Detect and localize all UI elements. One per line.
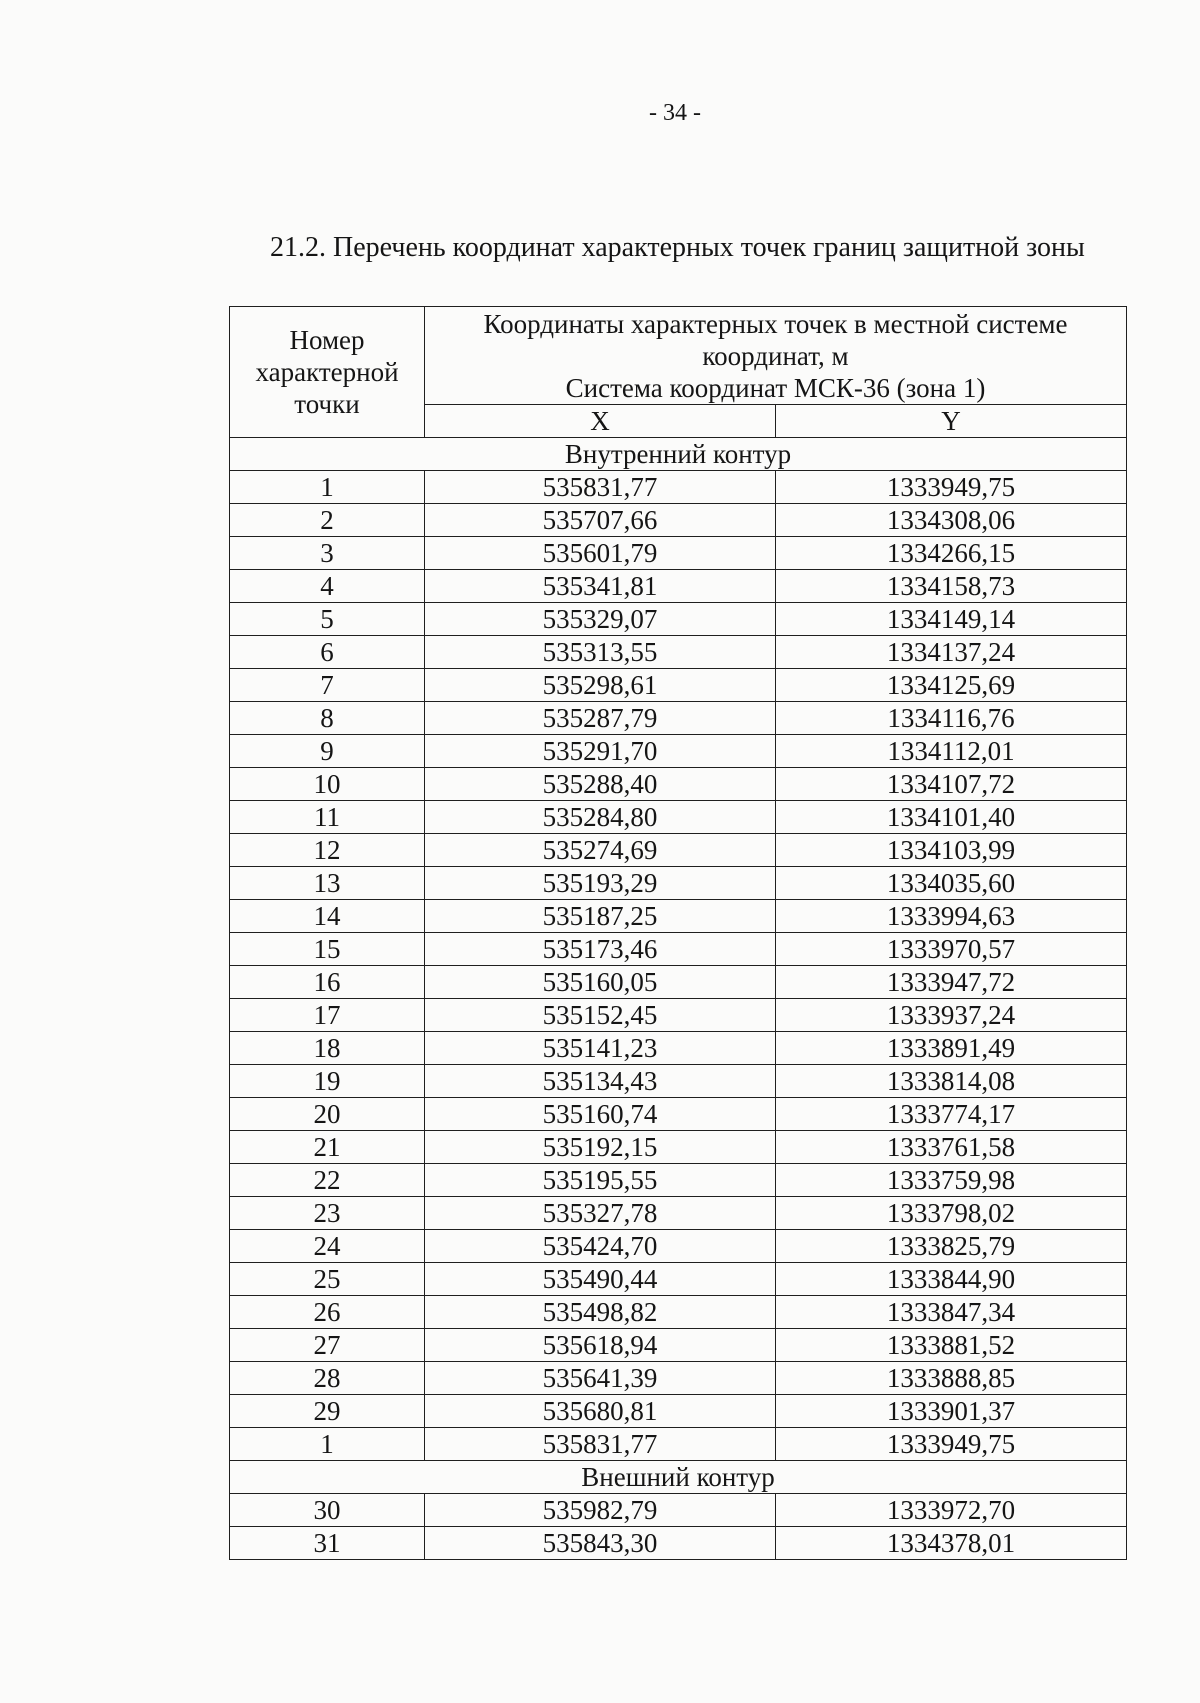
x-coordinate-cell: 535298,61 <box>425 669 776 702</box>
coordinates-table <box>229 306 1127 1560</box>
x-coordinate-cell: 535193,29 <box>425 867 776 900</box>
x-coordinate-cell: 535490,44 <box>425 1263 776 1296</box>
header-point-number <box>230 307 425 438</box>
x-coordinate-cell: 535831,77 <box>425 1428 776 1461</box>
x-coordinate-cell: 535680,81 <box>425 1395 776 1428</box>
point-number-cell: 10 <box>230 768 425 801</box>
point-number-cell: 23 <box>230 1197 425 1230</box>
header-point-line: Номер <box>289 325 365 355</box>
y-coordinate-cell: 1334266,15 <box>776 537 1127 570</box>
x-coordinate-cell: 535313,55 <box>425 636 776 669</box>
table-row <box>230 636 1127 669</box>
table-row <box>230 1329 1127 1362</box>
point-number-cell: 27 <box>230 1329 425 1362</box>
y-coordinate-cell: 1333949,75 <box>776 471 1127 504</box>
table-row <box>230 1131 1127 1164</box>
table-row <box>230 1263 1127 1296</box>
x-coordinate-cell: 535274,69 <box>425 834 776 867</box>
x-coordinate-cell: 535341,81 <box>425 570 776 603</box>
y-coordinate-cell: 1333798,02 <box>776 1197 1127 1230</box>
x-coordinate-cell: 535707,66 <box>425 504 776 537</box>
table-row <box>230 1395 1127 1428</box>
table-row <box>230 1428 1127 1461</box>
header-point-line: характерной <box>255 357 399 387</box>
y-coordinate-cell: 1333844,90 <box>776 1263 1127 1296</box>
table-row <box>230 1494 1127 1527</box>
y-coordinate-cell: 1334103,99 <box>776 834 1127 867</box>
point-number-cell: 12 <box>230 834 425 867</box>
y-coordinate-cell: 1333994,63 <box>776 900 1127 933</box>
y-coordinate-cell: 1333891,49 <box>776 1032 1127 1065</box>
table-row <box>230 735 1127 768</box>
x-coordinate-cell: 535424,70 <box>425 1230 776 1263</box>
x-coordinate-cell: 535982,79 <box>425 1494 776 1527</box>
y-coordinate-cell: 1333972,70 <box>776 1494 1127 1527</box>
x-coordinate-cell: 535618,94 <box>425 1329 776 1362</box>
table-row <box>230 669 1127 702</box>
y-coordinate-cell: 1333901,37 <box>776 1395 1127 1428</box>
x-coordinate-cell: 535141,23 <box>425 1032 776 1065</box>
table-row <box>230 966 1127 999</box>
y-coordinate-cell: 1333814,08 <box>776 1065 1127 1098</box>
point-number-cell: 18 <box>230 1032 425 1065</box>
point-number-cell: 14 <box>230 900 425 933</box>
header-y: Y <box>776 405 1127 438</box>
x-coordinate-cell: 535152,45 <box>425 999 776 1032</box>
header-coordinates <box>425 307 1127 405</box>
section-label-outer: Внешний контур <box>230 1461 1127 1494</box>
x-coordinate-cell: 535843,30 <box>425 1527 776 1560</box>
x-coordinate-cell: 535641,39 <box>425 1362 776 1395</box>
table-row <box>230 570 1127 603</box>
section-row-outer <box>230 1461 1127 1494</box>
y-coordinate-cell: 1334112,01 <box>776 735 1127 768</box>
point-number-cell: 22 <box>230 1164 425 1197</box>
table-row <box>230 603 1127 636</box>
table-heading: 21.2. Перечень координат характерных точек границ защитной зоны <box>270 232 1085 263</box>
y-coordinate-cell: 1334101,40 <box>776 801 1127 834</box>
x-coordinate-cell: 535134,43 <box>425 1065 776 1098</box>
table-row <box>230 1065 1127 1098</box>
x-coordinate-cell: 535831,77 <box>425 471 776 504</box>
x-coordinate-cell: 535327,78 <box>425 1197 776 1230</box>
point-number-cell: 17 <box>230 999 425 1032</box>
header-coords-line: Координаты характерных точек в местной системе <box>483 308 1068 339</box>
table-row <box>230 768 1127 801</box>
point-number-cell: 26 <box>230 1296 425 1329</box>
table-row <box>230 1098 1127 1131</box>
y-coordinate-cell: 1334149,14 <box>776 603 1127 636</box>
point-number-cell: 31 <box>230 1527 425 1560</box>
x-coordinate-cell: 535291,70 <box>425 735 776 768</box>
table-row <box>230 1362 1127 1395</box>
table-row <box>230 1527 1127 1560</box>
y-coordinate-cell: 1334107,72 <box>776 768 1127 801</box>
section-row-inner <box>230 438 1127 471</box>
header-x: X <box>425 405 776 438</box>
x-coordinate-cell: 535288,40 <box>425 768 776 801</box>
y-coordinate-cell: 1334158,73 <box>776 570 1127 603</box>
table-row <box>230 999 1127 1032</box>
x-coordinate-cell: 535187,25 <box>425 900 776 933</box>
table-row <box>230 1197 1127 1230</box>
table-row <box>230 867 1127 900</box>
table-row <box>230 702 1127 735</box>
table-row <box>230 471 1127 504</box>
table-row <box>230 900 1127 933</box>
y-coordinate-cell: 1333888,85 <box>776 1362 1127 1395</box>
table-row <box>230 1230 1127 1263</box>
point-number-cell: 11 <box>230 801 425 834</box>
point-number-cell: 24 <box>230 1230 425 1263</box>
table-row <box>230 1296 1127 1329</box>
y-coordinate-cell: 1334308,06 <box>776 504 1127 537</box>
table-row <box>230 933 1127 966</box>
y-coordinate-cell: 1333937,24 <box>776 999 1127 1032</box>
point-number-cell: 9 <box>230 735 425 768</box>
x-coordinate-cell: 535195,55 <box>425 1164 776 1197</box>
point-number-cell: 21 <box>230 1131 425 1164</box>
y-coordinate-cell: 1333761,58 <box>776 1131 1127 1164</box>
header-point-line: точки <box>294 389 360 419</box>
table-row <box>230 1164 1127 1197</box>
x-coordinate-cell: 535287,79 <box>425 702 776 735</box>
y-coordinate-cell: 1334116,76 <box>776 702 1127 735</box>
point-number-cell: 1 <box>230 471 425 504</box>
section-label-inner: Внутренний контур <box>230 438 1127 471</box>
header-coords-line: координат, м <box>702 340 849 371</box>
point-number-cell: 4 <box>230 570 425 603</box>
y-coordinate-cell: 1333970,57 <box>776 933 1127 966</box>
y-coordinate-cell: 1334125,69 <box>776 669 1127 702</box>
table-row <box>230 1032 1127 1065</box>
table-row <box>230 834 1127 867</box>
header-row <box>230 307 1127 405</box>
y-coordinate-cell: 1333774,17 <box>776 1098 1127 1131</box>
x-coordinate-cell: 535498,82 <box>425 1296 776 1329</box>
point-number-cell: 1 <box>230 1428 425 1461</box>
x-coordinate-cell: 535284,80 <box>425 801 776 834</box>
point-number-cell: 15 <box>230 933 425 966</box>
point-number-cell: 2 <box>230 504 425 537</box>
y-coordinate-cell: 1333847,34 <box>776 1296 1127 1329</box>
x-coordinate-cell: 535601,79 <box>425 537 776 570</box>
table-row <box>230 504 1127 537</box>
point-number-cell: 30 <box>230 1494 425 1527</box>
y-coordinate-cell: 1334137,24 <box>776 636 1127 669</box>
x-coordinate-cell: 535192,15 <box>425 1131 776 1164</box>
point-number-cell: 8 <box>230 702 425 735</box>
table-row <box>230 801 1127 834</box>
x-coordinate-cell: 535329,07 <box>425 603 776 636</box>
point-number-cell: 19 <box>230 1065 425 1098</box>
point-number-cell: 16 <box>230 966 425 999</box>
x-coordinate-cell: 535160,74 <box>425 1098 776 1131</box>
header-coords-line: Система координат МСК-36 (зона 1) <box>565 372 986 403</box>
y-coordinate-cell: 1334035,60 <box>776 867 1127 900</box>
y-coordinate-cell: 1333825,79 <box>776 1230 1127 1263</box>
point-number-cell: 20 <box>230 1098 425 1131</box>
point-number-cell: 25 <box>230 1263 425 1296</box>
point-number-cell: 5 <box>230 603 425 636</box>
point-number-cell: 13 <box>230 867 425 900</box>
point-number-cell: 6 <box>230 636 425 669</box>
point-number-cell: 28 <box>230 1362 425 1395</box>
table-row <box>230 537 1127 570</box>
y-coordinate-cell: 1333949,75 <box>776 1428 1127 1461</box>
y-coordinate-cell: 1333947,72 <box>776 966 1127 999</box>
x-coordinate-cell: 535160,05 <box>425 966 776 999</box>
point-number-cell: 7 <box>230 669 425 702</box>
page-number: - 34 - <box>649 100 701 126</box>
point-number-cell: 3 <box>230 537 425 570</box>
x-coordinate-cell: 535173,46 <box>425 933 776 966</box>
y-coordinate-cell: 1333881,52 <box>776 1329 1127 1362</box>
point-number-cell: 29 <box>230 1395 425 1428</box>
y-coordinate-cell: 1333759,98 <box>776 1164 1127 1197</box>
y-coordinate-cell: 1334378,01 <box>776 1527 1127 1560</box>
